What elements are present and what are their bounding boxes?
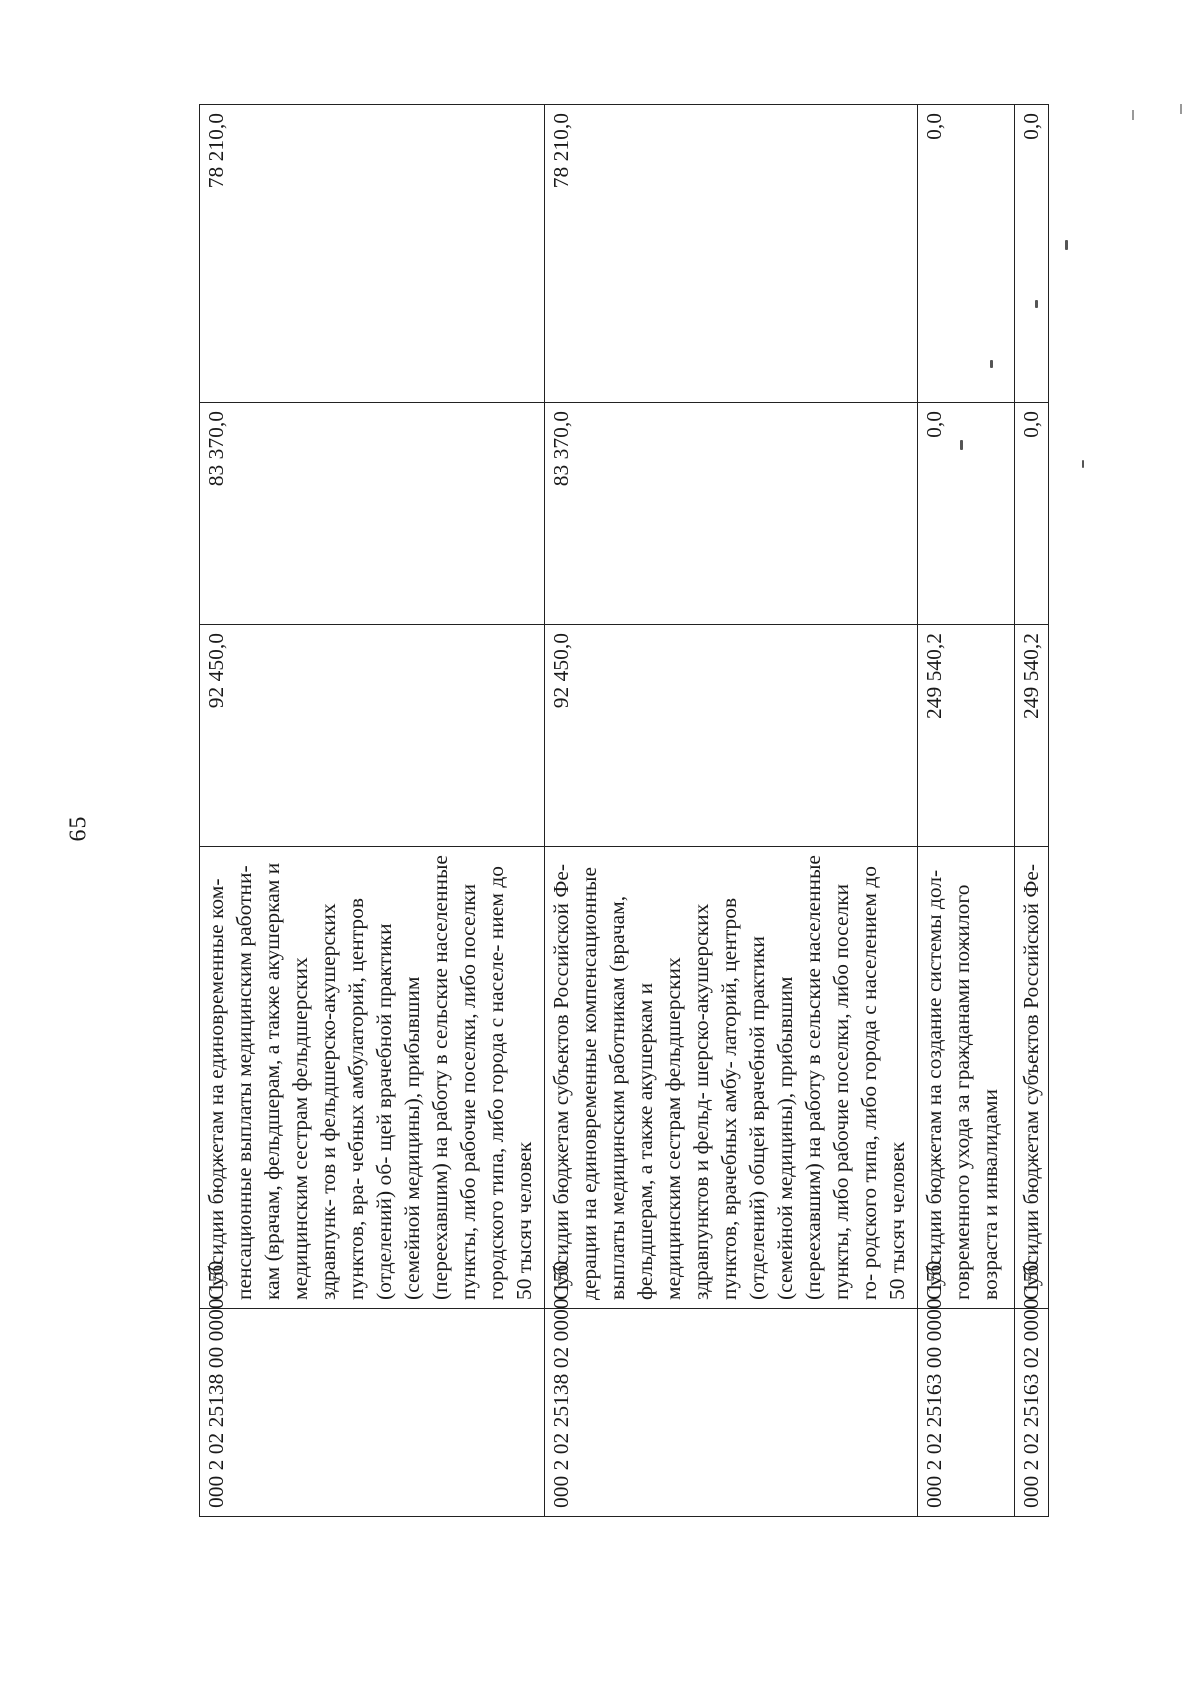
description-cell: Субсидии бюджетам субъектов Российской Фе- — [1014, 847, 1048, 1309]
scan-edge-mark — [1132, 110, 1134, 120]
scan-speck — [1065, 240, 1068, 250]
budget-table — [199, 104, 1049, 1517]
budget-code-cell: 000 2 02 25163 02 0000 150 — [1014, 1309, 1048, 1517]
amount-year3-cell: 0,0 — [917, 105, 1014, 403]
amount-year2-cell: 83 370,0 — [200, 403, 545, 625]
amount-year1-cell: 92 450,0 — [544, 625, 917, 847]
scan-edge-mark — [1180, 104, 1182, 114]
scan-speck — [960, 440, 963, 450]
budget-code-cell: 000 2 02 25138 02 0000 150 — [544, 1309, 917, 1517]
table-row — [1014, 105, 1048, 1517]
amount-year3-cell: 78 210,0 — [200, 105, 545, 403]
description-cell: Субсидии бюджетам на создание системы дол- говременного ухода за гражданами пожилого возраста и инвалидами — [917, 847, 1014, 1309]
amount-year2-cell: 83 370,0 — [544, 403, 917, 625]
amount-year3-cell: 78 210,0 — [544, 105, 917, 403]
table-row — [200, 105, 545, 1517]
amount-year1-cell: 249 540,2 — [1014, 625, 1048, 847]
description-cell: Субсидии бюджетам субъектов Российской Фе- дерации на единовременные компенсационные выплаты медицинским работникам (врачам, фельдшерам, а также акушеркам и медицинским сестрам фельдшерских здравпунктов и фельд- шерско-акушерских пунктов, врачебных амбу- латорий, центров (отделений) общей врачебной практики (семейной медицины), прибывшим (переехавшим) на работу в сельские населенные пункты, либо рабочие поселки, либо поселки го- родского типа, либо города с населением до 50 тысяч человек — [544, 847, 917, 1309]
budget-table-container — [199, 105, 1049, 1517]
amount-year3-cell: 0,0 — [1014, 105, 1048, 403]
budget-code-cell: 000 2 02 25138 00 0000 150 — [200, 1309, 545, 1517]
scan-speck — [1082, 460, 1084, 468]
amount-year2-cell: 0,0 — [1014, 403, 1048, 625]
table-row — [544, 105, 917, 1517]
scan-speck — [990, 360, 993, 368]
amount-year2-cell: 0,0 — [917, 403, 1014, 625]
table-row — [917, 105, 1014, 1517]
amount-year1-cell: 249 540,2 — [917, 625, 1014, 847]
scan-speck — [1035, 300, 1038, 308]
page-number: 65 — [65, 815, 92, 842]
budget-code-cell: 000 2 02 25163 00 0000 150 — [917, 1309, 1014, 1517]
description-cell: Субсидии бюджетам на единовременные ком- пенсационные выплаты медицинским работни- кам (врачам, фельдшерам, а также акушеркам и медицинским сестрам фельдшерских здравпунк- тов и фельдшерско-акушерских пунктов, вра- чебных амбулаторий, центров (отделений) об- щей врачебной практики (семейной медицины), прибывшим (переехавшим) на работу в сельские населенные пункты, либо рабочие поселки, либо поселки городского типа, либо города с населе- нием до 50 тысяч человек — [200, 847, 545, 1309]
amount-year1-cell: 92 450,0 — [200, 625, 545, 847]
